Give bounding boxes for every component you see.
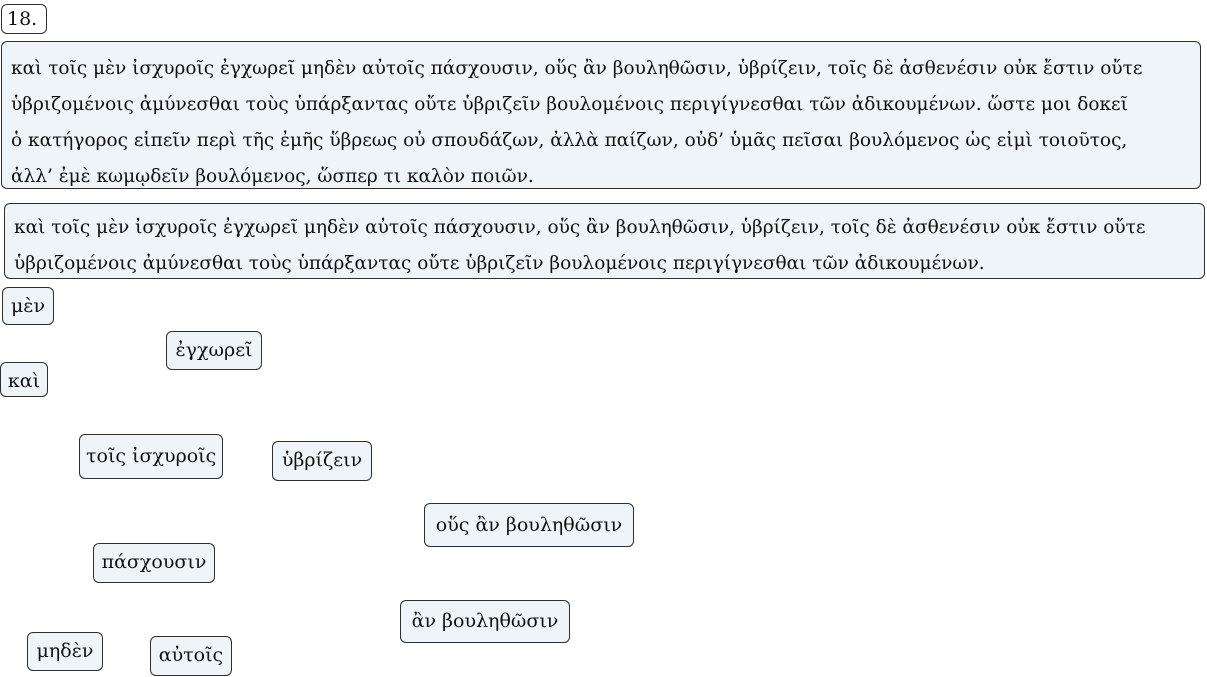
full-passage-box bbox=[1, 41, 1201, 189]
passage-line: ὑβριζομένοις ἀμύνεσθαι τοὺς ὑπάρξαντας οὔτε ὑβριζεῖν βουλομένοις περιγίγνεσθαι τῶν ἀδικουμένων. ὥστε μοι δοκεῖ bbox=[11, 94, 1128, 115]
current-sentence-box bbox=[4, 203, 1205, 279]
word-chip-enchorei[interactable]: ἐγχωρεῖ bbox=[166, 331, 262, 370]
word-chip-meden[interactable]: μηδὲν bbox=[27, 632, 103, 671]
passage-line: καὶ τοῖς μὲν ἰσχυροῖς ἐγχωρεῖ μηδὲν αὐτοῖς πάσχουσιν, οὕς ἂν βουληθῶσιν, ὑβρίζειν, τοῖς δὲ ἀσθενέσιν οὐκ ἔστιν οὔτε bbox=[11, 58, 1143, 79]
word-chip-tois-ischyrois[interactable]: τοῖς ἰσχυροῖς bbox=[79, 434, 223, 479]
word-chip-paschousin[interactable]: πάσχουσιν bbox=[93, 543, 215, 583]
word-chip-men[interactable]: μὲν bbox=[2, 287, 54, 325]
passage-line: ὁ κατήγορος εἰπεῖν περὶ τῆς ἐμῆς ὕβρεως οὐ σπουδάζων, ἀλλὰ παίζων, οὐδ’ ὑμᾶς πεῖσαι βουλόμενος ὡς εἰμὶ τοιοῦτος, bbox=[11, 130, 1128, 151]
passage-line: ἀλλ’ ἐμὲ κωμῳδεῖν βουλόμενος, ὥσπερ τι καλὸν ποιῶν. bbox=[11, 166, 534, 187]
word-chip-kai[interactable]: καὶ bbox=[0, 362, 48, 397]
word-chip-autois[interactable]: αὐτοῖς bbox=[150, 636, 232, 676]
sentence-line: ὑβριζομένοις ἀμύνεσθαι τοὺς ὑπάρξαντας οὔτε ὑβριζεῖν βουλομένοις περιγίγνεσθαι τῶν ἀδικουμένων. bbox=[14, 253, 985, 274]
word-chip-an-boulethosin[interactable]: ἂν βουληθῶσιν bbox=[400, 600, 570, 643]
word-chip-hybrizein[interactable]: ὑβρίζειν bbox=[272, 441, 372, 481]
word-chip-hous-an-boulethosin[interactable]: οὕς ἂν βουληθῶσιν bbox=[424, 503, 634, 547]
sentence-line: καὶ τοῖς μὲν ἰσχυροῖς ἐγχωρεῖ μηδὲν αὐτοῖς πάσχουσιν, οὕς ἂν βουληθῶσιν, ὑβρίζειν, τοῖς δὲ ἀσθενέσιν οὐκ ἔστιν οὔτε bbox=[14, 217, 1146, 238]
passage-number: 18. bbox=[1, 4, 47, 34]
